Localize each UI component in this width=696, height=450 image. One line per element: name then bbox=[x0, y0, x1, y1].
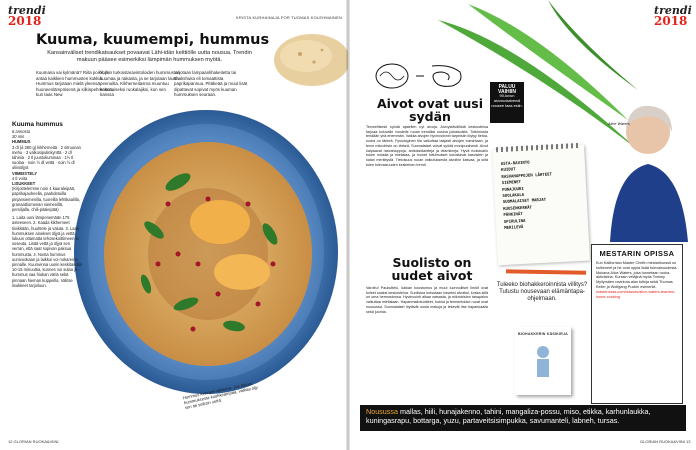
book-cover-image bbox=[515, 327, 571, 395]
recipe-title: Kuuma hummus bbox=[12, 121, 63, 128]
recipe-servings: 6 annosta bbox=[12, 129, 30, 134]
photo-caption: Hummus kiistojen aiheena. Jos haluat hummuksesta kuohkeampaa, vatkaa öljy sen tai seiksin vettä. bbox=[182, 380, 259, 411]
nousussa-text: mallas, hiili, hunajakenno, tahini, mangaliza-possu, miso, etikka, karhunlaukka, kuningasrapu, bottarga, yuzu, partaveitsisimpukka, savumanteli, labneh, tursas. bbox=[366, 407, 651, 425]
book-figure-icon bbox=[528, 342, 558, 382]
nousussa-label: Nousussa bbox=[366, 407, 398, 416]
recipe-steps: 1. Laita uuni lämpenemään 175 asteeseen. 2. Kaada kikherneet tiivikkään, huuhtele ja valuta. 3. Laita hummuksen ainekset öljyä ja vettä lukuun ottamatta tehosekoittimeen ja soseuta. Lisää vettä ja öljyä sen verran, että saat sopivan paksua hummusta. 4. Nosta hummus uunivuokaan ja laikkoi voi nokareina pinnalle. Kuumenna uunin keskitasolla 10-15 minuuttia, kunnes voi sulaa ja hummus saa hiukan väriä sekä pinnaan hieman kuppeilla. Valitse lisukkeet tarjoiluun. bbox=[12, 215, 82, 288]
recipe-time: 30 min bbox=[12, 134, 25, 140]
notebook-item: MERILEVÄ bbox=[503, 224, 524, 231]
notebook-item: PUNAJUURI bbox=[501, 185, 524, 192]
trend-tag-word: trendi bbox=[654, 4, 692, 17]
recipe-extras: (Kirjoittelemme noin 4 kauraleipää, paprikajauheella, paahdetuilla pinjansiemenilla, tuoreilla lehtikaalilla, granaattiomenan siemenillä, persiljalla, chili-pitaleipää) bbox=[12, 186, 81, 213]
article-body-brain: Terveellisesti syödä ajatellen nyt aivoja. Aivoystävällistä keskustelua tarjoaa kuluvalle vuodelle ruoan trendiksi uusina julkaisuista. Tutkimusta tehdään yhä enemmän. Vaikka aivojen hyvinvoinnin tarpeisiin löytyy tietoa, ruoka on tärkeä. Fysiologinen tila vaikuttaa laajasti aivojen toimintaan, ja terve mikrobisto on tärkeä. Suomalaiset voivat syödä monipuolisesti. Aivot kaipaavat rasvahappoja, antioksidantteja ja vitamiineja. Hyvä ruokavalio tukee muistia ja mielialaa, ja monet tutkimukset korostavat kasvisten ja kalan merkitystä. Tietoisuus ruoan vaikutuksesta aivoihin kasvaa, ja siitä tulee tulevaisuuden keskeinen trendi. bbox=[366, 125, 488, 167]
trend-tag-right bbox=[654, 6, 692, 26]
mestarin-opissa-box bbox=[591, 244, 683, 404]
byline: KRISTA KURHAINAJA FOR TUOMAS KOLEHMAINEN bbox=[236, 15, 343, 20]
lead-paragraph: Kansainväliset trendikatsaukset povaavat Lähi-idän keittiölle uutta nousua. Trendin makuun pääsee esimerkiksi lämpimän hummuksen myötä. bbox=[47, 50, 252, 63]
trend-tag-year: 2018 bbox=[654, 14, 688, 28]
notebook-item: ASTA-RAVINTO bbox=[500, 159, 530, 167]
article-title-gut: Suolisto on uudet aivot bbox=[391, 255, 473, 283]
flatbread-image bbox=[262, 26, 348, 88]
page-gutter bbox=[346, 0, 350, 450]
page-title: Kuuma, kuumempi, hummus bbox=[36, 32, 270, 48]
body-column-1: Kuumana vai kylmänä? Riita poikii, ja antaa kaikkien hummusten kukkia. Hummus tarjotaan mielä yleensä huoneenlämpöisenä ja silkinpehmeänä, kun taas New bbox=[36, 70, 114, 98]
notebook-item: SUOLAKALA bbox=[502, 191, 525, 199]
notebook-item: SPIRULINA bbox=[503, 217, 526, 224]
recipe-box bbox=[12, 121, 82, 288]
recipe-section-hummus: HUMMUS bbox=[12, 139, 31, 145]
mestarin-link[interactable]: masterclass.com/classes/alice-waters-teaches-home-cooking bbox=[596, 289, 676, 299]
alice-waters-photo bbox=[600, 92, 696, 242]
paluu-heading: PALUU VAIHIIN bbox=[498, 84, 516, 95]
mestarin-heading: MESTARIN OPISSA bbox=[599, 249, 675, 258]
book-title: BIOHAKKERIN KÄSIKIRJA bbox=[518, 332, 568, 336]
folio-left: 12 GLORIAN RUOKA&VIINI bbox=[8, 439, 59, 444]
brain-gut-illustration bbox=[372, 60, 470, 92]
notebook-text bbox=[501, 157, 583, 231]
article-title-brain: Aivot ovat uusi sydän bbox=[376, 96, 484, 124]
notebook-item: SUOMALAISET MARJAT bbox=[502, 197, 547, 205]
trend-tag-year: 2018 bbox=[8, 14, 42, 28]
notebook-item: RASVAHAPPOJEN LÄHTEET bbox=[501, 171, 553, 179]
folio-right: GLORIAN RUOKA&VIINI 13 bbox=[640, 439, 691, 444]
body-column-3: tarjotaan lampaanlihakeitetta tai shakshuka eli tomaattista paprikapannua. Pitäkeää ja muut lisät dipattavat sopivat myös kuuman hummuksen seuraan. bbox=[174, 70, 248, 98]
notebook-item: SIEMENET bbox=[501, 179, 522, 186]
nousussa-bar bbox=[360, 405, 686, 431]
recipe-ingredients: 3 dl (á 380 g) kikherneitä · 2 sitruunan mehu · 3 valkosipulinkynttä · 2 dl tahinia · 2 tl juustokuminaa · 1½ tl suolaa · noin ½ dl vettä · noin ½ dl oliiviöljyä bbox=[12, 144, 81, 171]
article-body-gut: Varottu! Paukuttelu, kaikan koostumus ja muut luonnolliset ilmiöt ovat tulleet osaksi keskustelua. Suolistoa kutsutaan toiseksi aivoiksi, koska sillä on oma hermostonsa. Hyvinvointi alkaa vatsasta, ja mikrobiston tasapaino vaikuttaa mielialaan. Hapanmaitotuotteet, kuidut ja fermentoidut ruoat ovat nousussa. Suomalaiset löytävät uusia makuja ja tekevät itse hapankaalia sekä juomia. bbox=[366, 286, 488, 314]
trend-tag-left bbox=[8, 6, 46, 26]
trend-tag-word: trendi bbox=[8, 4, 46, 17]
notebook-item: PÄHKINÄT bbox=[503, 211, 523, 218]
recipe-section-finish: VIIMEISTELY bbox=[12, 170, 38, 176]
mestarin-text: Kun Kalifornian Master Chefin mestarikurssit on kulkeneet ja he ovat oppia lisää tulevaisuudesta. Mukana Alice Waters, joka tunnetaan ruoka-aktivistina. Kurssin vetäjinä myös Tommy Myllymäen ravintola-alan tutkija sekä Thomas Keller ja Wolfgang Puckin esimerkit. bbox=[596, 261, 678, 289]
notebook-list bbox=[492, 145, 590, 266]
recipe-finish: 4 tl voita bbox=[12, 175, 28, 181]
hummus-plate-image bbox=[58, 104, 338, 404]
notebook-item: KUUSENKERKÄT bbox=[502, 204, 533, 211]
paluu-text: 90-luvun aivoruokatrendi nousee taas esiin. bbox=[491, 93, 523, 108]
paluu-box bbox=[490, 82, 524, 123]
biohacking-teaser: Tuleeko biohakkeroinnista villitys? Tutustu nousevaan elämäntapa-ohjelmaan. bbox=[496, 282, 588, 303]
notebook-item: KUIDUT bbox=[500, 166, 516, 173]
body-column-2: Yorkin turkoistaravintoloiden humimus on kuumaa ja raikasta, ja se tarjotaan lautta pennuilta. Kikherneitasma muuntuu kokonaiseksi ruokalajiksi, kun sen kanssa bbox=[100, 70, 180, 98]
alice-waters-label: Alice Waters bbox=[608, 121, 630, 126]
recipe-section-extras: LISUKKEET bbox=[12, 181, 36, 187]
